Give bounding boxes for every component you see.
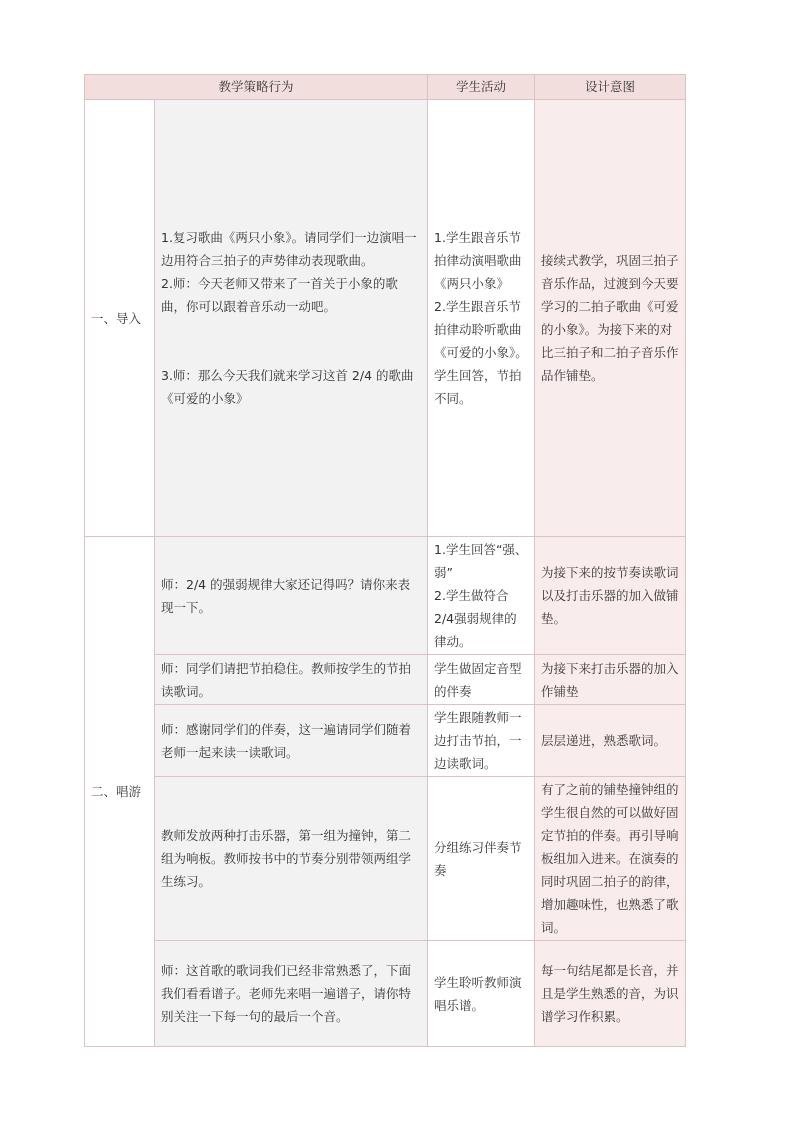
header-intent: 设计意图 [535, 75, 686, 100]
sing1-student-2: 2.学生做符合 2/4强弱规律的律动。 [434, 588, 517, 649]
sing4-strategy: 教师发放两种打击乐器，第一组为撞钟，第二组为响板。教师按书中的节奏分别带领两组学生练习。 [155, 777, 428, 941]
lesson-plan-table [84, 74, 686, 1047]
phase-intro: 一、导入 [85, 100, 155, 537]
intro-strategy-2: 2.师：今天老师又带来了一首关于小象的歌曲，你可以跟着音乐动一动吧。 [161, 276, 398, 314]
intro-student-2: 2.学生跟音乐节拍律动聆听歌曲《可爱的小象》。学生回答，节拍不同。 [434, 299, 528, 406]
intro-student-1: 1.学生跟音乐节拍律动演唱歌曲《两只小象》 [434, 230, 522, 291]
sing5-intent: 每一句结尾都是长音，并且是学生熟悉的音，为识谱学习作积累。 [535, 941, 686, 1047]
sing4-intent: 有了之前的铺垫撞钟组的学生很自然的可以做好固定节拍的伴奏。再引导响板组加入进来。在演奏的同时巩固二拍子的韵律，增加趣味性，也熟悉了歌词。 [535, 777, 686, 941]
sing2-student: 学生做固定音型的伴奏 [428, 655, 535, 705]
sing4-student: 分组练习伴奏节奏 [428, 777, 535, 941]
table-row [85, 705, 686, 777]
sing3-strategy: 师：感谢同学们的伴奏，这一遍请同学们随着老师一起来读一读歌词。 [155, 705, 428, 777]
sing1-strategy: 师：2/4 的强弱规律大家还记得吗？请你来表现一下。 [155, 537, 428, 655]
sing2-intent: 为接下来打击乐器的加入作铺垫 [535, 655, 686, 705]
table-row [85, 655, 686, 705]
phase-sing: 二、唱游 [85, 537, 155, 1047]
intro-strategy [155, 100, 428, 537]
table-row [85, 537, 686, 655]
intro-student [428, 100, 535, 537]
intro-strategy-3: 3.师：那么今天我们就来学习这首 2/4 的歌曲《可爱的小象》 [161, 368, 414, 406]
sing1-intent: 为接下来的按节奏读歌词以及打击乐器的加入做铺垫。 [535, 537, 686, 655]
sing1-student [428, 537, 535, 655]
table-row [85, 777, 686, 941]
table-row [85, 941, 686, 1047]
intro-strategy-1: 1.复习歌曲《两只小象》。请同学们一边演唱一边用符合三拍子的声势律动表现歌曲。 [161, 230, 417, 268]
sing3-intent: 层层递进，熟悉歌词。 [535, 705, 686, 777]
intro-intent: 接续式教学，巩固三拍子音乐作品，过渡到今天要学习的二拍子歌曲《可爱的小象》。为接下来的对比三拍子和二拍子音乐作品作铺垫。 [535, 100, 686, 537]
sing3-student: 学生跟随教师一边打击节拍，一边读歌词。 [428, 705, 535, 777]
table-row [85, 100, 686, 537]
sing5-student: 学生聆听教师演唱乐谱。 [428, 941, 535, 1047]
header-row [85, 75, 686, 100]
sing2-strategy: 师：同学们请把节拍稳住。教师按学生的节拍读歌词。 [155, 655, 428, 705]
sing1-student-1: 1.学生回答“强、弱” [434, 542, 528, 580]
sing5-strategy: 师：这首歌的歌词我们已经非常熟悉了，下面我们看看谱子。老师先来唱一遍谱子，请你特别关注一下每一句的最后一个音。 [155, 941, 428, 1047]
header-student: 学生活动 [428, 75, 535, 100]
header-strategy: 教学策略行为 [85, 75, 428, 100]
